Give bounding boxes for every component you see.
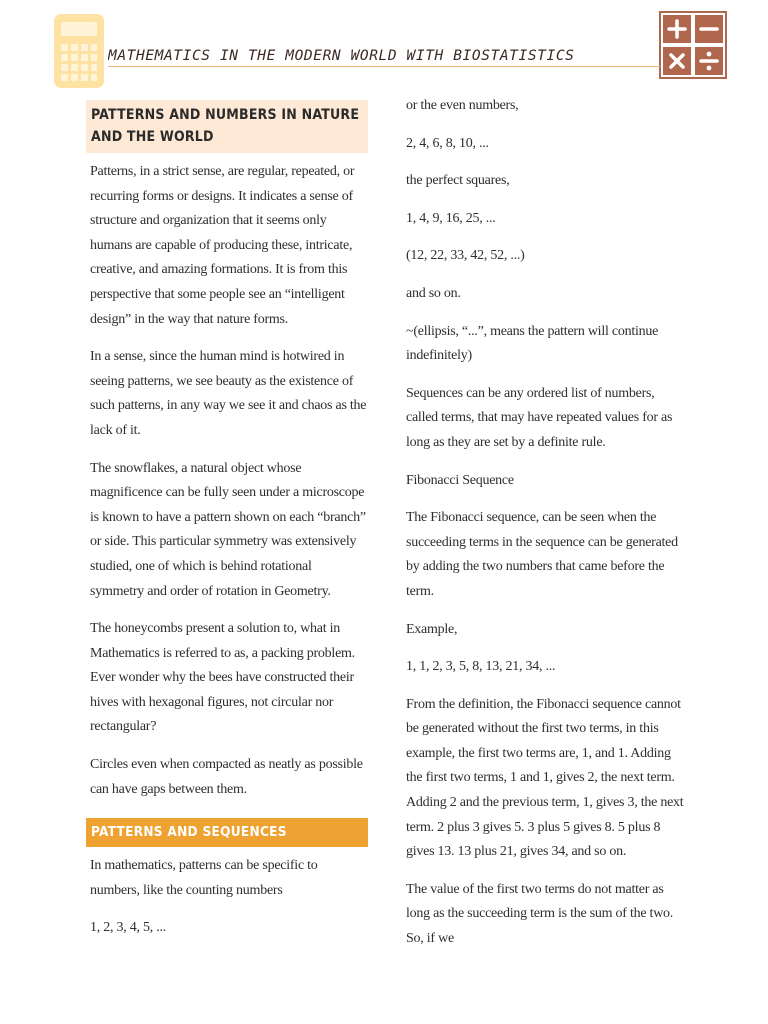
text-and-so-on: and so on. (406, 285, 461, 301)
right-column (406, 94, 686, 952)
sequence-even: 2, 4, 6, 8, 10, ... (406, 135, 489, 151)
paragraph-circles-gaps: Circles even when compacted as neatly as possible can have gaps between them. (90, 757, 363, 797)
math-operators-icon (659, 11, 727, 79)
sequence-fibonacci: 1, 1, 2, 3, 5, 8, 13, 21, 34, ... (406, 659, 556, 675)
text-even-numbers: or the even numbers, (406, 98, 519, 113)
paragraph-ellipsis-note: ~(ellipsis, “...”, means the pattern will continue indefinitely) (406, 323, 659, 364)
sequence-squares: 1, 4, 9, 16, 25, ... (406, 210, 496, 226)
paragraph-sequences-definition: Sequences can be any ordered list of numbers, called terms, that may have repeated values for as long as they are set by a definite rule. (406, 385, 673, 450)
section-heading-patterns-nature: PATTERNS AND NUMBERS IN NATURE AND THE WORLD (86, 100, 368, 153)
subheading-fibonacci: Fibonacci Sequence (406, 472, 514, 488)
text-perfect-squares: the perfect squares, (406, 173, 510, 189)
paragraph-first-two-terms: The value of the first two terms do not matter as long as the succeeding term is the sum of the two. So, if we (406, 881, 674, 947)
paragraph-fibonacci-explanation: From the definition, the Fibonacci sequence cannot be generated without the first two terms, in this example, the first two terms are, 1, and 1. Adding the first two terms, 1 and 1, gives 2, the next term. Adding 2 and the previous term, 1, gives 3, the next term. 2 plus 3 gives 5. 3 plus 5 gives 8. 5 plus 8 gives 13. 13 plus 21, gives 34, and so on. (406, 696, 684, 860)
section-heading-patterns-sequences: PATTERNS AND SEQUENCES (86, 818, 368, 847)
page-header-title: MATHEMATICS IN THE MODERN WORLD WITH BIOSTATISTICS (108, 48, 660, 67)
paragraph-counting-numbers: In mathematics, patterns can be specific to numbers, like the counting numbers (90, 858, 318, 898)
sequence-counting: 1, 2, 3, 4, 5, ... (90, 920, 166, 936)
left-column (86, 100, 368, 941)
paragraph-mind-hotwired: In a sense, since the human mind is hotwired in seeing patterns, we see beauty as the existence of such patterns, in any way we see it and chaos as the lack of it. (90, 349, 367, 438)
sequence-powers: (12, 22, 33, 42, 52, ...) (406, 248, 525, 264)
paragraph-snowflakes: The snowflakes, a natural object whose magnificence can be fully seen under a microscope is known to have a pattern shown on each “branch” or side. This particular symmetry was extensively studied, one of which is behind rotational symmetry and order of rotation in Geometry. (90, 460, 366, 599)
paragraph-honeycombs: The honeycombs present a solution to, what in Mathematics is referred to as, a packing problem. Ever wonder why the bees have constructed their hives with hexagonal figures, not circular nor rectangular? (90, 621, 355, 735)
paragraph-patterns-definition: Patterns, in a strict sense, are regular, repeated, or recurring forms or designs. It indicates a sense of structure and organization that it seems only humans are capable of producing these, intricate, creative, and amazing formations. It is from this perspective that some people see an “intelligent design” in the way that nature forms. (90, 164, 355, 327)
paragraph-fibonacci-definition: The Fibonacci sequence, can be seen when the succeeding terms in the sequence can be generated by adding the two numbers that came before the term. (406, 510, 678, 599)
text-example: Example, (406, 621, 458, 637)
calculator-icon (54, 14, 104, 88)
